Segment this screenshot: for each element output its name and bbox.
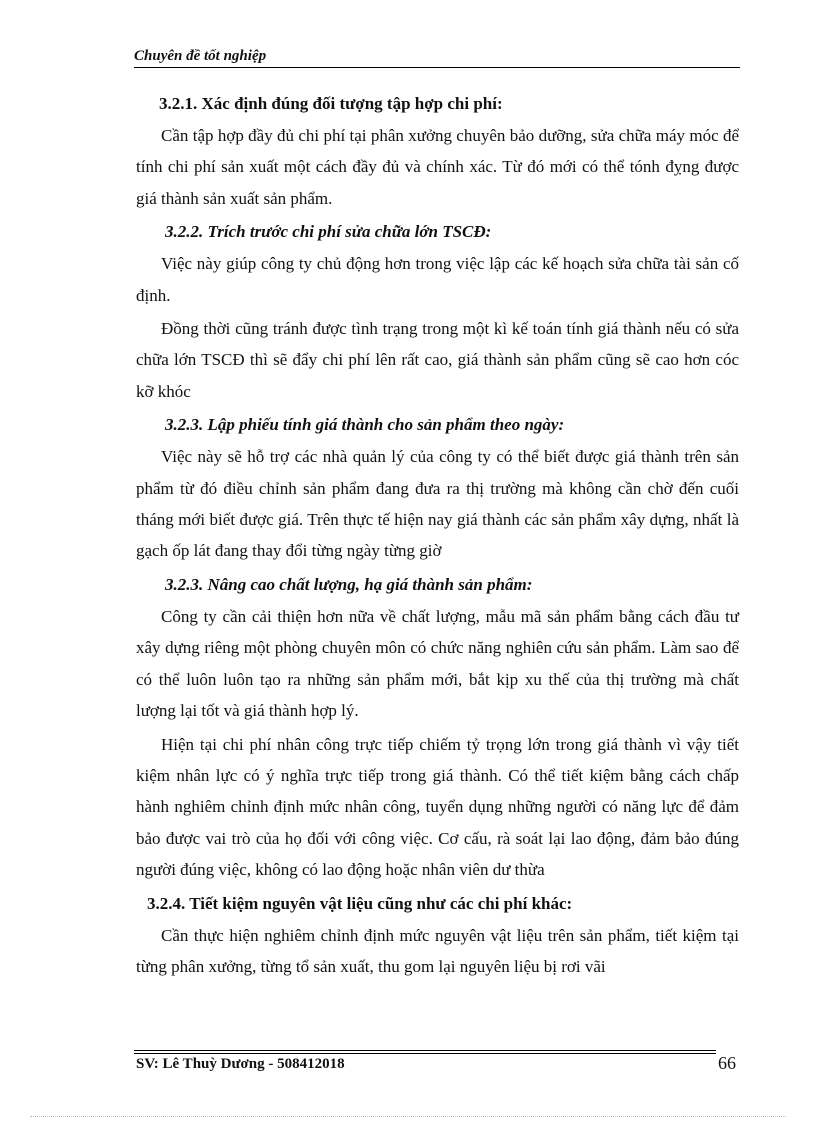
paragraph: Hiện tại chi phí nhân công trực tiếp chiếm tỷ trọng lớn trong giá thành vì vậy tiết kiệm nhân lực có ý nghĩa trực tiếp trong giá thành. Có thể tiết kiệm bằng cách chấp hành nghiêm chỉnh định mức nhân công, tuyển dụng những người có năng lực để đảm bảo được vai trò của họ đối với công việc. Cơ cấu, rà soát lại lao động, đảm bảo đúng người đúng việc, không có lao động hoặc nhân viên dư thừa	[136, 734, 739, 880]
page-edge-dots	[30, 1116, 786, 1117]
section-heading-3-2-2: 3.2.2. Trích trước chi phí sửa chữa lớn TSCĐ:	[165, 222, 492, 242]
paragraph: Đồng thời cũng tránh được tình trạng trong một kì kế toán tính giá thành nếu có sửa chữa lớn TSCĐ thì sẽ đẩy chi phí lên rất cao, giá thành sản phẩm cũng sẽ cao hơn cóc kỡ khóc	[136, 319, 739, 401]
paragraph: Cần thực hiện nghiêm chỉnh định mức nguyên vật liệu trên sản phẩm, tiết kiệm tại từng phân xưởng, từng tổ sản xuất, thu gom lại nguyên liệu bị rơi vãi	[136, 925, 739, 976]
page-content	[136, 88, 739, 984]
page-number: 66	[718, 1053, 736, 1073]
paragraph: Việc này giúp công ty chủ động hơn trong việc lập các kế hoạch sửa chữa tài sản cố định.	[136, 254, 739, 305]
section-heading-3-2-1: 3.2.1. Xác định đúng đối tượng tập hợp chi phí:	[159, 94, 503, 113]
footer-student-info: SV: Lê Thuỳ Dương - 508412018	[136, 1056, 345, 1072]
paragraph: Công ty cần cải thiện hơn nữa về chất lượng, mẫu mã sản phẩm bằng cách đầu tư xây dựng riêng một phòng chuyên môn có chức năng nghiên cứu sản phẩm. Làm sao để có thể luôn luôn tạo ra những sản phẩm mới, bắt kịp xu thế của thị trường mà chất lượng lại tốt và giá thành hợp lý.	[136, 606, 739, 721]
paragraph: Việc này sẽ hỗ trợ các nhà quản lý của công ty có thể biết được giá thành trên sản phẩm từ đó điều chỉnh sản phẩm đang đưa ra thị trường mà không cần chờ đến cuối tháng mới biết được giá. Trên thực tế hiện nay giá thành các sản phẩm xây dựng, nhất là gạch ốp lát đang thay đổi từng ngày từng giờ	[136, 447, 739, 561]
page-header: Chuyên đề tốt nghiệp	[134, 48, 740, 68]
footer-divider	[134, 1050, 716, 1051]
paragraph: Cần tập hợp đầy đủ chi phí tại phân xưởng chuyên bảo dưỡng, sửa chữa máy móc để tính chi phí sản xuất một cách đầy đủ và chính xác. Từ đó mới có thể tónh đỵng được giá thành sản xuất sản phẩm.	[136, 126, 739, 208]
section-heading-3-2-3: 3.2.3. Lập phiếu tính giá thành cho sản phẩm theo ngày:	[165, 415, 565, 435]
section-heading-3-2-4: 3.2.4. Tiết kiệm nguyên vật liệu cũng như các chi phí khác:	[147, 893, 573, 913]
footer-divider	[134, 1053, 716, 1054]
section-heading-3-2-3-quality: 3.2.3. Nâng cao chất lượng, hạ giá thành sản phẩm:	[165, 574, 533, 594]
